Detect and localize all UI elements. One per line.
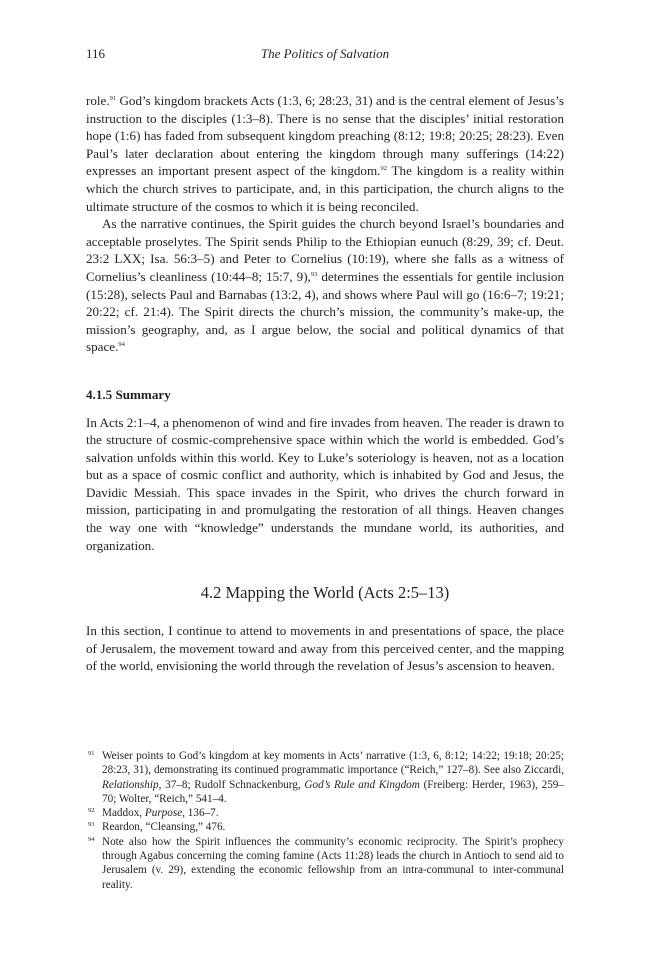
footnote-text: Note also how the Spirit influences the community’s economic reciprocity. The Spirit’s prophecy through Agabus concerning the coming famine (Acts 11:28) leads the church in Antioch to send aid to Jerusalem (v. 29), extending the economic fellowship from an intra-communal to inter-communal reality. xyxy=(102,835,564,891)
main-text xyxy=(86,92,564,675)
citation-title: God’s Rule and Kingdom xyxy=(304,778,420,791)
subsection-heading: 4.1.5 Summary xyxy=(86,386,171,402)
running-title: The Politics of Salvation xyxy=(260,46,390,61)
footnote-94 xyxy=(86,835,564,892)
footnote-number: 92 xyxy=(88,807,95,815)
footnote-number: 91 xyxy=(88,750,95,757)
footnote-text: Maddox, xyxy=(102,807,145,820)
paragraph-kingdom xyxy=(86,92,564,215)
paragraph-text: The kingdom is a reality within which the church strives to participate, and, in this participation, the church aligns to the ultimate structure of the cosmos to which it is being reconciled. xyxy=(86,163,564,214)
paragraph-text: role. xyxy=(86,93,110,108)
footnote-text: Reardon, “Cleansing,” 476. xyxy=(102,821,226,834)
footnote-93 xyxy=(86,820,564,834)
footnotes xyxy=(86,749,564,892)
footnote-91 xyxy=(86,749,564,806)
footnote-number: 93 xyxy=(88,821,95,829)
citation-title: Relationship xyxy=(102,778,159,791)
footnote-ref-93[interactable]: 93 xyxy=(310,270,318,278)
footnote-ref-92[interactable]: 92 xyxy=(380,165,387,173)
paragraph-text: God’s kingdom brackets Acts (1:3, 6; 28:23, 31) and is the central element of Jesus’s instruction to the disciples (1:3–8). There is no sense that the disciples’ initial restoration hope (1:6) has faded from subsequent kingdom preaching (8:12; 19:8; 20:25; 28:23). Even Paul’s later declaration about entering the kingdom through many sufferings (14:22) expresses an important present aspect of the kingdom. xyxy=(86,93,564,179)
page-number: 116 xyxy=(86,46,106,61)
paragraph-text: determines the essentials for gentile inclusion (15:28), selects Paul and Barnabas (13:2, 4), and shows where Paul will go (16:6–7; 19:21; 20:22; cf. 21:4). The Spirit directs the church’s mission, the community’s make-up, the mission’s geography, and, as I argue below, the social and political dynamics of that space. xyxy=(86,268,565,355)
footnote-ref-94[interactable]: 94 xyxy=(118,341,125,349)
footnote-number: 94 xyxy=(88,835,95,843)
footnote-text: Weiser points to God’s kingdom at key moments in Acts’ narrative (1:3, 6, 8:12; 14:22; 19:18; 20:25; 28:23, 31), demonstrating its continued programmatic importance (“Reich,” 127–8). See also Ziccardi, xyxy=(102,750,564,777)
citation-title: Purpose xyxy=(144,807,183,820)
section-heading: 4.2 Mapping the World (Acts 2:5–13) xyxy=(200,583,450,603)
footnote-text: , 136–7. xyxy=(182,807,219,820)
footnote-92 xyxy=(86,806,564,820)
paragraph-text: As the narrative continues, the Spirit guides the church beyond Israel’s boundaries and acceptable proselytes. The Spirit sends Philip to the Ethiopian eunuch (8:29, 39; cf. Deut. 23:2 LXX; Isa. 56:3–5) and Peter to Cornelius (10:19), where she falls as a witness of Cornelius’s cleanliness (10:44–8; 15:7, 9), xyxy=(86,216,564,284)
paragraph-section-intro: In this section, I continue to attend to movements in and presentations of space, the place of Jerusalem, the movement toward and away from this perceived center, and the mapping of the world, envisioning the world through the revelation of Jesus’s ascension to heaven. xyxy=(86,623,564,674)
paragraph-summary: In Acts 2:1–4, a phenomenon of wind and fire invades from heaven. The reader is drawn to the structure of cosmic-comprehensive space within which the world is embedded. God’s salvation unfolds within this world. Key to Luke’s soteriology is heaven, not as a location but as a space of cosmic conflict and authority, which is inhabited by God and Jesus, the Davidic Messiah. This space invades in the Spirit, who drives the church forward in mission, participating in and promulgating the restoration of all things. Heaven changes the way one with “knowledge” understands the mundane world, its authorities, and organization. xyxy=(86,414,564,553)
footnote-ref-91[interactable]: 91 xyxy=(109,95,117,102)
footnote-text: (Freiberg: Herder, 1963), 259–70; Wolter, “Reich,” 541–4. xyxy=(102,778,564,805)
page-header xyxy=(86,46,564,66)
footnote-text: , 37–8; Rudolf Schnackenburg, xyxy=(158,778,305,791)
paragraph-spirit xyxy=(86,215,564,356)
